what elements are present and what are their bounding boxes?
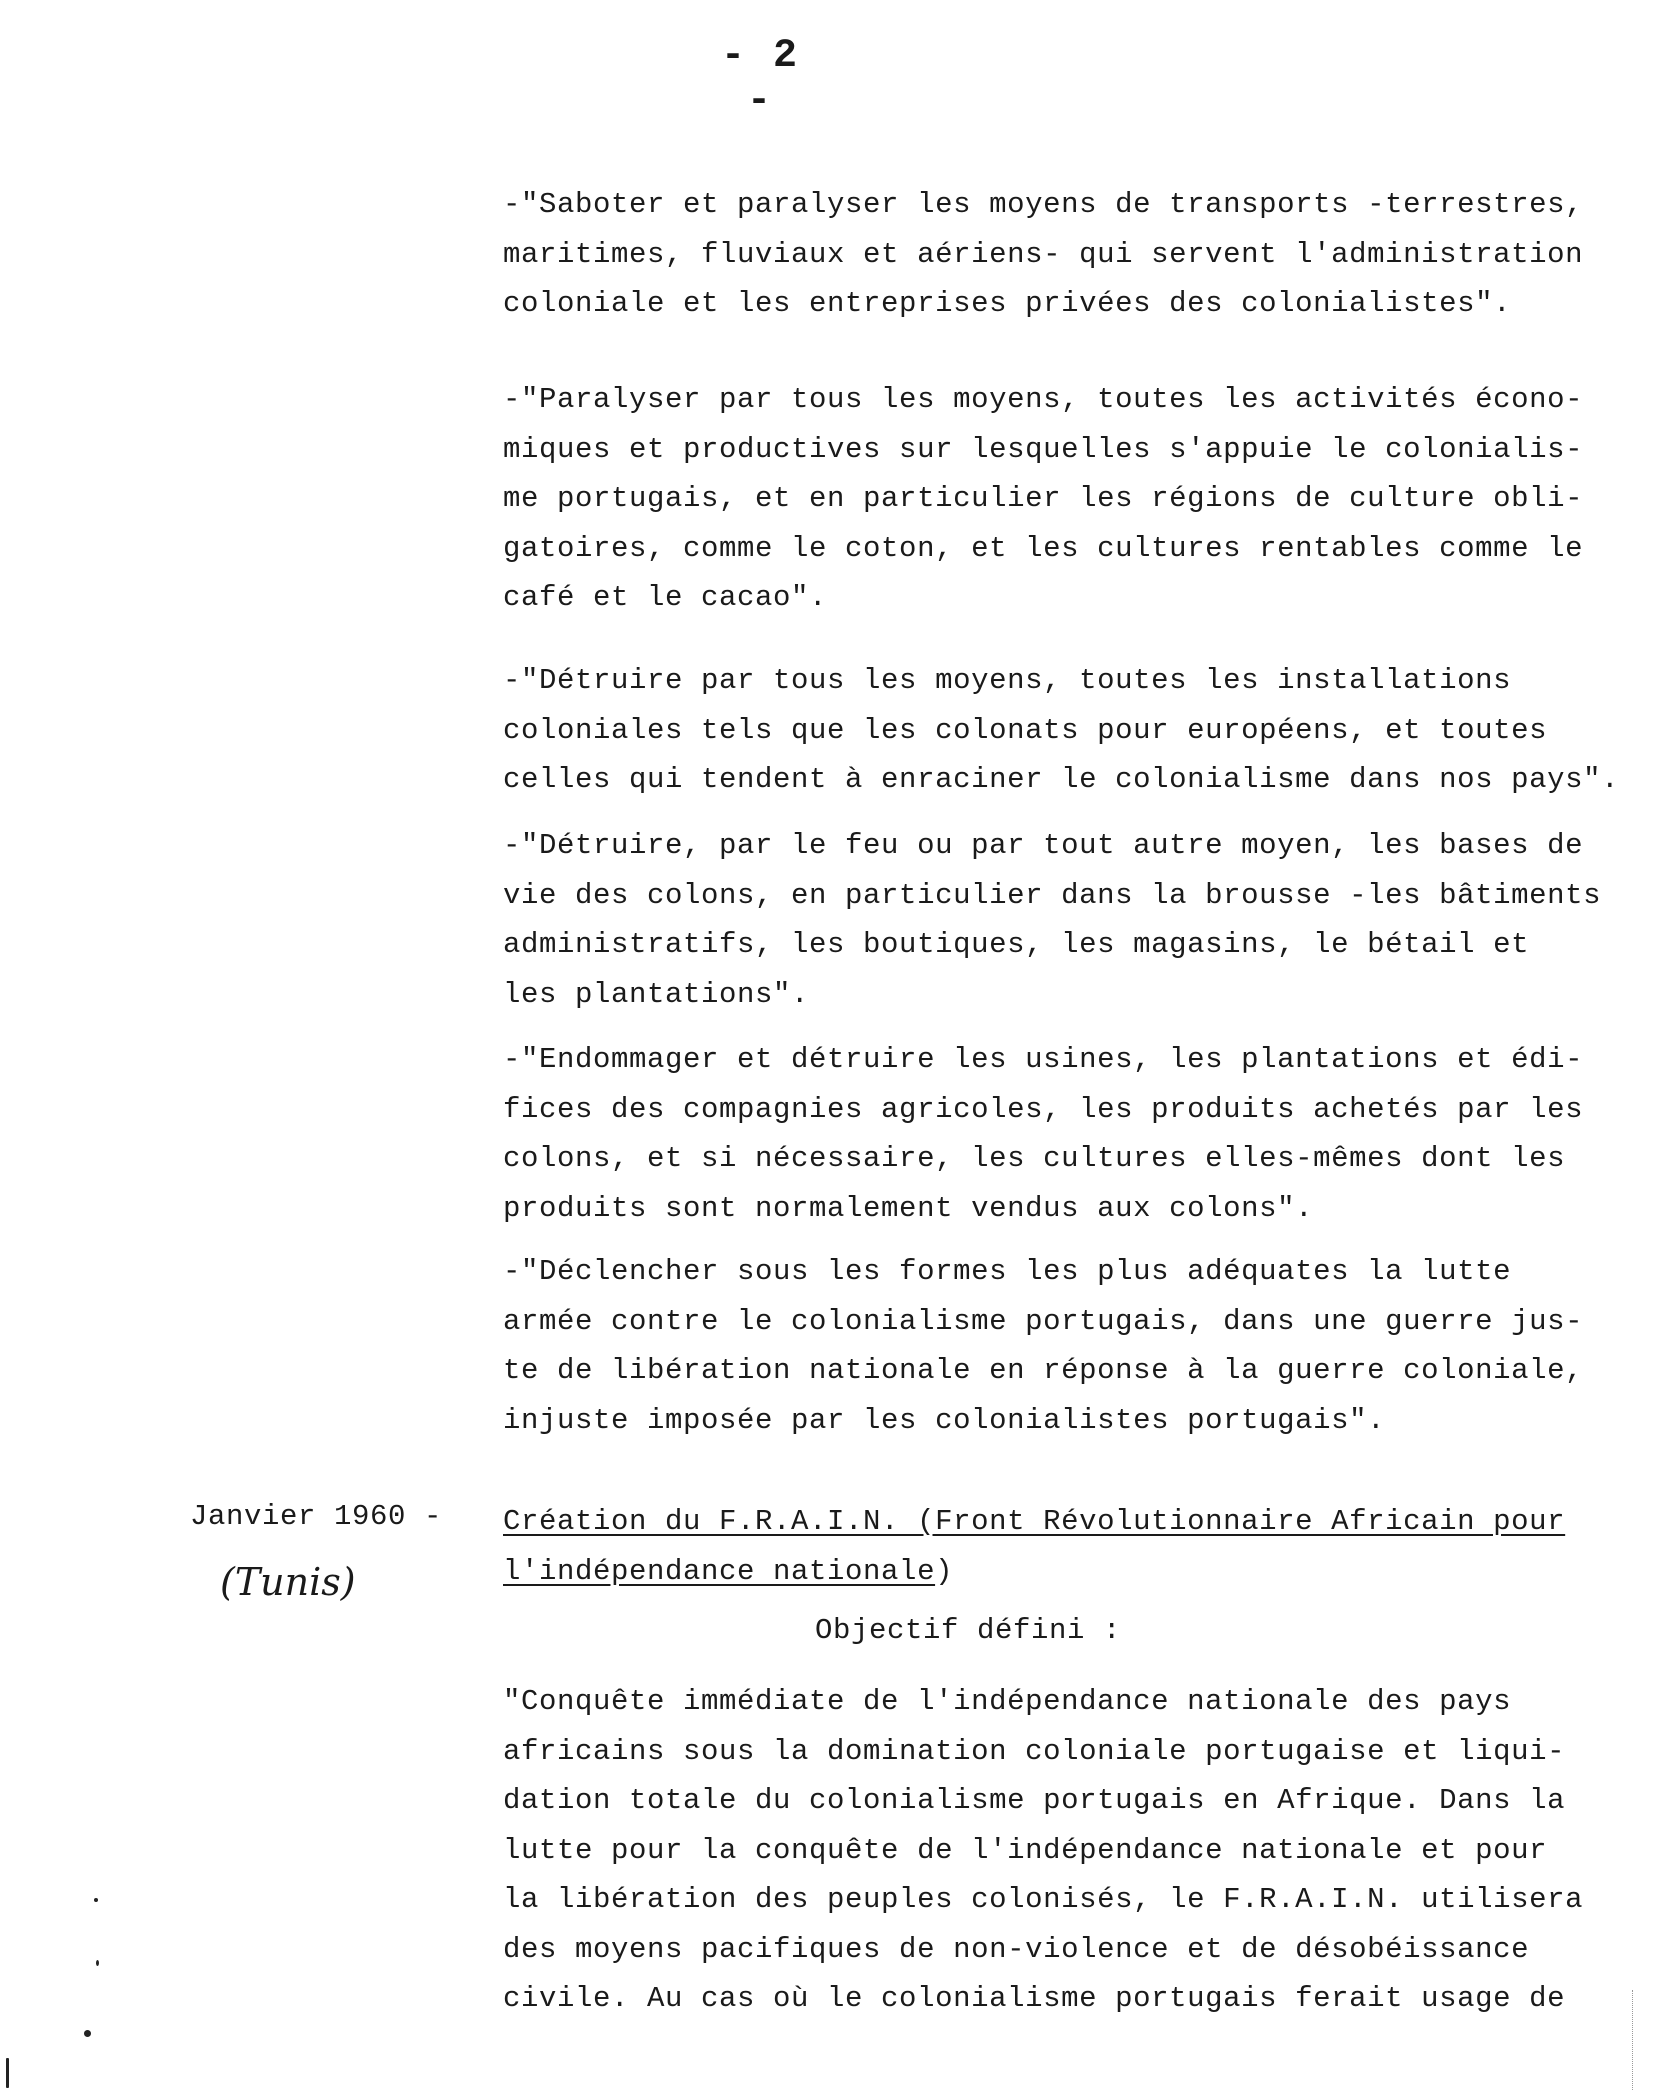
text-line: -"Déclencher sous les formes les plus adéquates la lutte xyxy=(503,1255,1512,1288)
entry-date: Janvier 1960 - xyxy=(190,1500,443,1533)
text-line: les plantations". xyxy=(503,977,810,1011)
text-line: administratifs, les boutiques, les magasins, le bétail et xyxy=(503,928,1530,961)
entry-heading xyxy=(503,1497,1653,1597)
text-line: me portugais, et en particulier les régions de culture obli- xyxy=(503,482,1584,515)
text-line: celles qui tendent à enraciner le colonialisme dans nos pays". xyxy=(503,763,1620,796)
text-line: armée contre le colonialisme portugais, dans une guerre jus- xyxy=(503,1304,1584,1338)
text-line: -"Détruire, par le feu ou par tout autre moyen, les bases de xyxy=(503,829,1584,862)
text-line: maritimes, fluviaux et aériens- qui servent l'administration xyxy=(503,237,1584,271)
text-line: -"Saboter et paralyser les moyens de transports -terrestres, xyxy=(503,188,1584,221)
page-number: - 2 - xyxy=(720,34,799,124)
objective-quote xyxy=(503,1677,1653,2024)
paragraph-armed-struggle xyxy=(503,1247,1653,1445)
paragraph-destroy-bases xyxy=(503,821,1653,1019)
text-line: café et le cacao". xyxy=(503,581,828,614)
text-line: lutte pour la conquête de l'indépendance nationale et pour xyxy=(503,1833,1548,1867)
text-line: produits sont normalement vendus aux colons". xyxy=(503,1191,1314,1225)
text-line: -"Détruire par tous les moyens, toutes les installations xyxy=(503,664,1512,697)
paragraph-destroy-installations xyxy=(503,656,1653,805)
scan-speck xyxy=(84,2030,91,2037)
text-line: fices des compagnies agricoles, les produits achetés par les xyxy=(503,1092,1584,1126)
text-line: africains sous la domination coloniale portugaise et liqui- xyxy=(503,1734,1566,1768)
heading-line: Création du F.R.A.I.N. (Front Révolutionnaire Africain pour xyxy=(503,1505,1566,1538)
handwritten-note: (Tunis) xyxy=(220,1560,356,1604)
scan-speck xyxy=(6,2058,9,2088)
text-line: colons, et si nécessaire, les cultures elles-mêmes dont les xyxy=(503,1142,1566,1175)
text-line: miques et productives sur lesquelles s'appuie le colonialis- xyxy=(503,432,1584,466)
scan-speck xyxy=(96,1960,99,1966)
text-line: coloniales tels que les colonats pour européens, et toutes xyxy=(503,713,1548,747)
text-line: coloniale et les entreprises privées des colonialistes". xyxy=(503,287,1512,320)
text-line: injuste imposée par les colonialistes portugais". xyxy=(503,1403,1386,1437)
paragraph-paralyze-economy xyxy=(503,375,1653,623)
heading-line-text: l'indépendance nationale xyxy=(503,1555,936,1588)
text-line: des moyens pacifiques de non-violence et de désobéissance xyxy=(503,1932,1530,1966)
text-line: la libération des peuples colonisés, le F.R.A.I.N. utilisera xyxy=(503,1883,1584,1916)
paragraph-damage-factories xyxy=(503,1035,1653,1233)
paragraph-sabotage-transports xyxy=(503,180,1653,329)
scan-edge-mark xyxy=(1632,1990,1633,2090)
heading-close-paren: ) xyxy=(935,1555,954,1588)
text-line: civile. Au cas où le colonialisme portugais ferait usage de xyxy=(503,1982,1566,2015)
text-line: gatoires, comme le coton, et les cultures rentables comme le xyxy=(503,531,1584,565)
text-line: vie des colons, en particulier dans la brousse -les bâtiments xyxy=(503,878,1602,912)
text-line: te de libération nationale en réponse à la guerre coloniale, xyxy=(503,1354,1584,1387)
heading-line xyxy=(503,1547,1653,1597)
text-line: "Conquête immédiate de l'indépendance nationale des pays xyxy=(503,1685,1512,1718)
text-line: -"Endommager et détruire les usines, les plantations et édi- xyxy=(503,1043,1584,1076)
text-line: dation totale du colonialisme portugais en Afrique. Dans la xyxy=(503,1784,1566,1817)
text-line: -"Paralyser par tous les moyens, toutes les activités écono- xyxy=(503,383,1584,416)
objective-label: Objectif défini : xyxy=(815,1614,1122,1647)
scan-speck xyxy=(94,1898,98,1902)
